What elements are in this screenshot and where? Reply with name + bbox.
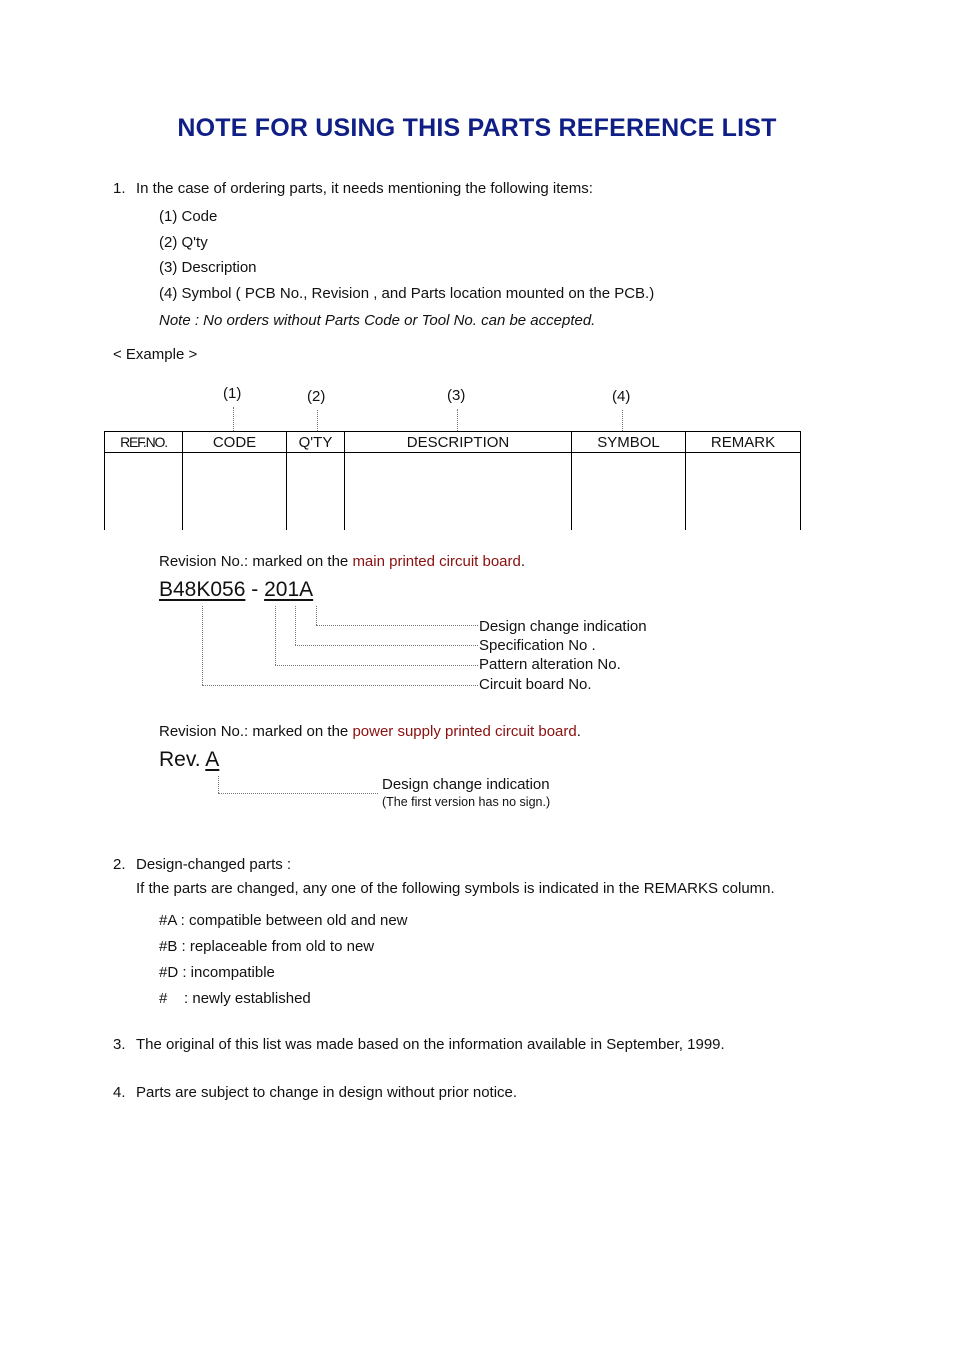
section-3-number: 3. (113, 1036, 126, 1053)
symbol-a: #A : compatible between old and new (159, 912, 408, 929)
revision-main-highlight: main printed circuit board (352, 553, 521, 570)
table-cell (572, 453, 686, 531)
leader-rev-v (218, 776, 219, 793)
marker-1-leader (233, 407, 234, 431)
table-cell (105, 453, 183, 531)
revision-power-line (159, 723, 581, 740)
revision-suffix-code: 201A (264, 578, 314, 601)
table-cell (345, 453, 572, 531)
marker-1: (1) (223, 385, 242, 402)
order-item-qty: (2) Q'ty (159, 234, 208, 251)
marker-3: (3) (447, 387, 466, 404)
table-cell (287, 453, 345, 531)
col-header-code: CODE (183, 432, 287, 453)
col-header-refno: REF.NO. (105, 432, 183, 453)
table-header-row (105, 432, 801, 453)
col-header-remark: REMARK (686, 432, 801, 453)
section-2-text: If the parts are changed, any one of the following symbols is indicated in the REMARKS column. (136, 880, 775, 897)
label-design-change: Design change indication (479, 618, 647, 635)
order-item-symbol: (4) Symbol ( PCB No., Revision , and Parts location mounted on the PCB.) (159, 285, 655, 302)
order-item-description: (3) Description (159, 259, 257, 276)
section-1-text: In the case of ordering parts, it needs mentioning the following items: (136, 180, 593, 197)
example-label: < Example > (113, 346, 198, 363)
table-empty-row (105, 453, 801, 531)
col-header-symbol: SYMBOL (572, 432, 686, 453)
leader-pattern-h (275, 665, 478, 666)
circuit-board-number: B48K056 (159, 578, 246, 601)
symbol-b: #B : replaceable from old to new (159, 938, 375, 955)
marker-2: (2) (307, 388, 326, 405)
order-note: Note : No orders without Parts Code or Tool No. can be accepted. (159, 312, 596, 329)
revision-main-suffix: . (520, 553, 526, 570)
leader-design-change-v (316, 606, 317, 625)
marker-2-leader (317, 410, 318, 431)
leader-board-v (202, 606, 203, 685)
order-item-code: (1) Code (159, 208, 218, 225)
revision-code (159, 578, 313, 602)
leader-pattern-v (275, 606, 276, 665)
leader-rev-h (218, 793, 378, 794)
revision-power-prefix: Revision No.: marked on the (159, 723, 353, 740)
table-cell (183, 453, 287, 531)
label-specification-no: Specification No . (479, 637, 596, 654)
leader-board-h (202, 685, 478, 686)
rev-label: Rev. (159, 748, 206, 771)
leader-design-change-h (316, 625, 478, 626)
revision-main-line (159, 553, 525, 570)
label-rev-first-version: (The first version has no sign.) (382, 795, 551, 809)
table-cell (686, 453, 801, 531)
revision-power-highlight: power supply printed circuit board (352, 723, 577, 740)
section-4-number: 4. (113, 1084, 126, 1101)
section-2-number: 2. (113, 856, 126, 873)
leader-spec-no-v (295, 606, 296, 645)
section-2-heading: Design-changed parts : (136, 856, 292, 873)
example-parts-table (104, 431, 801, 530)
leader-spec-no-h (295, 645, 478, 646)
section-1-number: 1. (113, 180, 126, 197)
page-title: NOTE FOR USING THIS PARTS REFERENCE LIST (177, 114, 777, 142)
code-separator: - (245, 578, 265, 601)
rev-code (159, 748, 219, 772)
marker-4-leader (622, 410, 623, 431)
marker-4: (4) (612, 388, 631, 405)
section-3-text: The original of this list was made based on the information available in September, 1999. (136, 1036, 725, 1053)
revision-main-prefix: Revision No.: marked on the (159, 553, 353, 570)
label-rev-design-change: Design change indication (382, 776, 550, 793)
rev-letter: A (205, 748, 220, 771)
label-circuit-board: Circuit board No. (479, 676, 592, 693)
col-header-qty: Q'TY (287, 432, 345, 453)
section-4-text: Parts are subject to change in design without prior notice. (136, 1084, 518, 1101)
label-pattern-alteration: Pattern alteration No. (479, 656, 621, 673)
col-header-description: DESCRIPTION (345, 432, 572, 453)
symbol-new: # : newly established (159, 990, 311, 1007)
symbol-d: #D : incompatible (159, 964, 275, 981)
revision-power-suffix: . (576, 723, 581, 740)
marker-3-leader (457, 409, 458, 431)
